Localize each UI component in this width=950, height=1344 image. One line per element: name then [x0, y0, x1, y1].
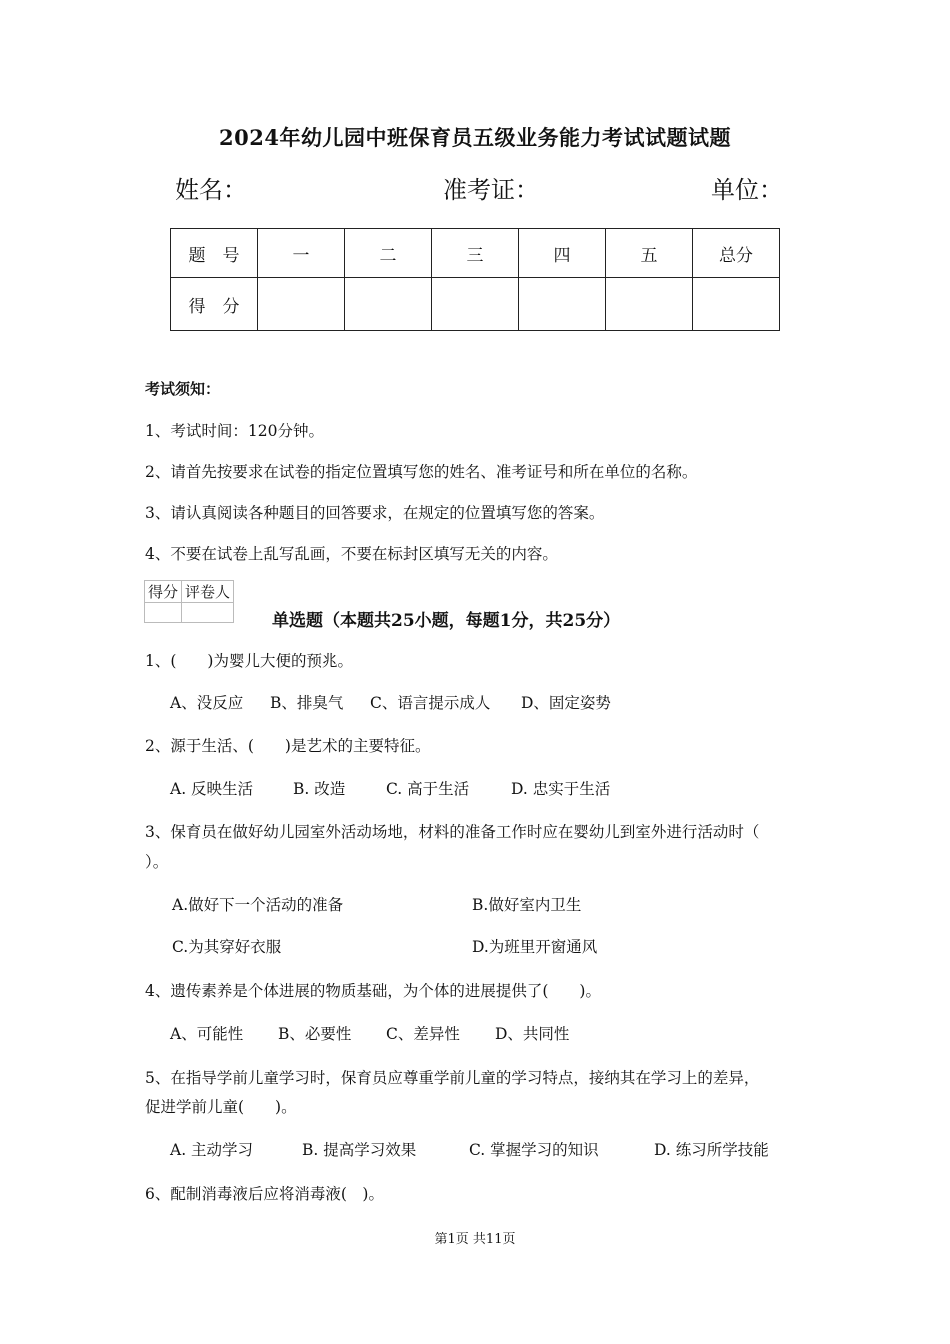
option[interactable]: B.做好室内卫生	[472, 896, 582, 914]
grader-name-label: 评卷人	[182, 581, 234, 603]
name-label: 姓名：	[175, 176, 247, 204]
score-header-cell: 三	[432, 229, 519, 278]
score-cell[interactable]	[693, 278, 780, 331]
option[interactable]: C. 掌握学习的知识	[469, 1141, 599, 1159]
option[interactable]: A. 主动学习	[170, 1141, 254, 1159]
score-header-cell: 四	[519, 229, 606, 278]
score-cell[interactable]	[258, 278, 345, 331]
option[interactable]: A、没反应	[170, 694, 244, 712]
score-header-cell: 题 号	[171, 229, 258, 278]
notes-heading: 考试须知：	[145, 380, 221, 398]
option[interactable]: B. 改造	[293, 780, 346, 798]
section-title: 单选题（本题共25小题，每题1分，共25分）	[272, 611, 621, 631]
question-6: 6、配制消毒液后应将消毒液( )。	[145, 1185, 384, 1203]
option[interactable]: C、语言提示成人	[370, 694, 491, 712]
grader-box	[144, 580, 234, 623]
score-header-cell: 二	[345, 229, 432, 278]
note-item: 4、不要在试卷上乱写乱画，不要在标封区填写无关的内容。	[145, 545, 558, 563]
question-3-cont: ）。	[145, 853, 169, 871]
question-4: 4、遗传素养是个体进展的物质基础，为个体的进展提供了( )。	[145, 982, 601, 1000]
score-row-label: 得 分	[171, 278, 258, 331]
option[interactable]: C. 高于生活	[386, 780, 470, 798]
score-cell[interactable]	[519, 278, 606, 331]
question-5: 5、在指导学前儿童学习时，保育员应尊重学前儿童的学习特点，接纳其在学习上的差异，	[145, 1069, 760, 1087]
option[interactable]: D. 练习所学技能	[654, 1141, 769, 1159]
option[interactable]: B、必要性	[278, 1025, 352, 1043]
score-header-cell: 一	[258, 229, 345, 278]
question-3: 3、保育员在做好幼儿园室外活动场地，材料的准备工作时应在婴幼儿到室外进行活动时（	[145, 823, 760, 841]
note-item: 2、请首先按要求在试卷的指定位置填写您的姓名、准考证号和所在单位的名称。	[145, 463, 698, 481]
score-cell[interactable]	[345, 278, 432, 331]
score-header-cell: 五	[606, 229, 693, 278]
note-item: 3、请认真阅读各种题目的回答要求，在规定的位置填写您的答案。	[145, 504, 605, 522]
option[interactable]: D、固定姿势	[521, 694, 611, 712]
grader-name-cell[interactable]	[182, 603, 234, 623]
score-header-cell: 总分	[693, 229, 780, 278]
option[interactable]: C、差异性	[386, 1025, 460, 1043]
question-2: 2、源于生活、( )是艺术的主要特征。	[145, 737, 431, 755]
grader-score-cell[interactable]	[145, 603, 182, 623]
option[interactable]: A、可能性	[170, 1025, 244, 1043]
question-5-cont: 促进学前儿童( )。	[145, 1098, 297, 1116]
option[interactable]: B、排臭气	[270, 694, 344, 712]
option[interactable]: D、共同性	[495, 1025, 570, 1043]
page-footer: 第1页 共11页	[434, 1232, 516, 1247]
score-cell[interactable]	[432, 278, 519, 331]
score-table	[170, 228, 780, 331]
option[interactable]: D.为班里开窗通风	[472, 938, 598, 956]
page-title: 2024年幼儿园中班保育员五级业务能力考试试题试题	[219, 125, 731, 150]
option[interactable]: A. 反映生活	[170, 780, 254, 798]
option[interactable]: C.为其穿好衣服	[172, 938, 282, 956]
option[interactable]: B. 提高学习效果	[302, 1141, 417, 1159]
exam-id-label: 准考证：	[443, 176, 539, 204]
unit-label: 单位：	[711, 176, 783, 204]
grader-score-label: 得分	[145, 581, 182, 603]
score-cell[interactable]	[606, 278, 693, 331]
option[interactable]: D. 忠实于生活	[511, 780, 611, 798]
option[interactable]: A.做好下一个活动的准备	[172, 896, 344, 914]
question-1: 1、( )为婴儿大便的预兆。	[145, 652, 353, 670]
note-item: 1、考试时间：120分钟。	[145, 422, 324, 440]
